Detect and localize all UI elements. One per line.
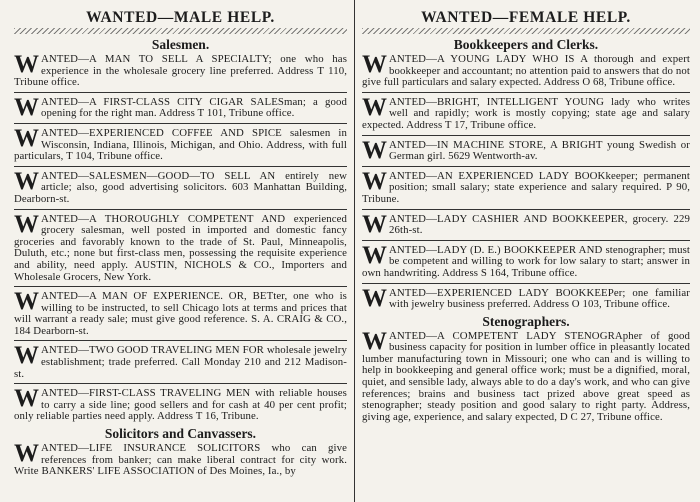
drop-cap: W: [362, 93, 387, 121]
ad-item: [362, 327, 690, 424]
ad-text: ANTED—TWO GOOD TRAVELING MEN FOR wholesale jewelry establishment; trade preferred. Call Monday 210 and 212 Madison-st.: [14, 344, 347, 380]
ad-divider: [362, 240, 690, 241]
ad-divider: [14, 166, 347, 167]
ad-text: ANTED—LIFE INSURANCE SOLICITORS who can give references from banker; can make liberal contract for city work. Write BANKERS' LIFE ASSOCIATION of Des Moines, Ia., by: [14, 442, 347, 478]
drop-cap: W: [14, 124, 39, 152]
ad-text: ANTED—A YOUNG LADY WHO IS A thorough and expert bookkeeper and accountant; no attention paid to answers that do not give full particulars and salary expected. Address O 68, Tribune office.: [362, 53, 690, 89]
male-help-column: [14, 0, 347, 502]
ad-divider: [362, 135, 690, 136]
column-rule: [354, 0, 355, 502]
ad-item: [362, 93, 690, 132]
ad-text: ANTED—EXPERIENCED COFFEE AND SPICE salesmen in Wisconsin, Indiana, Illinois, Michigan, and Ohio. Address, with full particulars, T 104, Tribune office.: [14, 126, 347, 163]
ad-divider: [14, 286, 347, 287]
ad-item: [14, 167, 347, 206]
ad-item: [14, 342, 347, 380]
ad-item: [14, 51, 347, 89]
solicitors-heading: Solicitors and Canvassers.: [104, 426, 257, 442]
drop-cap: W: [14, 210, 39, 238]
ad-divider: [14, 92, 347, 93]
drop-cap: W: [362, 51, 387, 78]
bookkeepers-heading: Bookkeepers and Clerks.: [453, 37, 599, 52]
ad-text: ANTED—A MAN OF EXPERIENCE. OR, BETter, one who is willing to be instructed, to sell Chicago lots at terms and prices that will warrant a ready sale; must give good reference. S. A. CRAIG & CO., 184 Dearborn-st.: [14, 290, 347, 337]
ad-divider: [14, 340, 347, 341]
male-help-heading: WANTED—MALE HELP.: [86, 9, 275, 26]
ad-text: ANTED—LADY CASHIER AND BOOKKEEPER, grocery. 229 26th-st.: [389, 212, 690, 237]
ad-item: [362, 284, 690, 312]
drop-cap: W: [14, 385, 39, 413]
ad-text: ANTED—AN EXPERIENCED LADY BOOKkeeper; permanent position; small salary; state experience and salary required. P 90, Tribune.: [362, 169, 690, 205]
drop-cap: W: [14, 51, 39, 78]
stenographers-heading: Stenographers.: [482, 313, 570, 329]
female-help-column: [362, 0, 690, 502]
drop-cap: W: [362, 167, 387, 195]
ad-text: ANTED—SALESMEN—GOOD—TO SELL AN entirely new article; also, good advertising solicitors. 603 Manhattan Building, Dearborn-st.: [14, 169, 347, 205]
ad-divider: [14, 123, 347, 124]
ad-item: [362, 136, 690, 164]
ad-divider: [362, 92, 690, 93]
ad-item: [14, 124, 347, 163]
ad-item: [14, 93, 347, 121]
ad-text: ANTED—A THOROUGHLY COMPETENT AND experienced grocery salesman, well posted in imported and domestic fancy groceries and favorably known to the trade of St. Paul, Minneapolis, Duluth, etc.; none but first-class men, possessing the requisite experience and ability, need apply. AUSTIN, NICHOLS & CO., Importers and Wholesale Grocers, New York.: [14, 212, 347, 283]
ad-divider: [362, 166, 690, 167]
ad-item: [14, 210, 347, 284]
drop-cap: W: [14, 93, 39, 121]
ad-divider: [14, 383, 347, 384]
salesmen-ads: [14, 51, 347, 423]
ad-text: ANTED—EXPERIENCED LADY BOOKKEEPer; one familiar with jewelry business preferred. Address O 103, Tribune office.: [389, 286, 690, 311]
heading-ornament: [14, 28, 347, 34]
ad-text: ANTED—A MAN TO SELL A SPECIALTY; one who has experience in the wholesale grocery line preferred. Address T 110, Tribune office.: [14, 53, 347, 89]
drop-cap: W: [14, 288, 39, 316]
ad-text: ANTED—LADY (D. E.) BOOKKEEPER AND stenographer; must be competent and willing to work for low salary to start; answer in own handwriting. Address S 164, Tribune office.: [362, 243, 690, 279]
ad-text: ANTED—BRIGHT, INTELLIGENT YOUNG lady who writes well and rapidly; work is mostly copying; state age and salary expected. Address T 17, Tribune office.: [362, 95, 690, 131]
ad-item: [362, 241, 690, 280]
ad-item: [14, 288, 347, 337]
ad-item: [14, 440, 347, 478]
drop-cap: W: [362, 210, 387, 238]
solicitors-ads: [14, 440, 347, 478]
drop-cap: W: [362, 284, 387, 312]
salesmen-heading: Salesmen.: [151, 37, 210, 52]
female-help-heading: WANTED—FEMALE HELP.: [421, 9, 631, 26]
ad-item: [14, 385, 347, 423]
drop-cap: W: [362, 327, 387, 355]
drop-cap: W: [362, 136, 387, 164]
ad-divider: [362, 209, 690, 210]
ad-text: ANTED—IN MACHINE STORE, A BRIGHT young Swedish or German girl. 5629 Wentworth-av.: [389, 138, 690, 163]
bookkeepers-ads: [362, 51, 690, 312]
ad-text: ANTED—FIRST-CLASS TRAVELING MEN with reliable houses to carry a side line; good sellers and for cash at 40 per cent profit; only reliable parties need apply. Address T 16, Tribune.: [14, 387, 347, 423]
ad-text: ANTED—A FIRST-CLASS CITY CIGAR SALESman; a good opening for the right man. Address T 101, Tribune office.: [41, 95, 347, 120]
ad-divider: [362, 283, 690, 284]
heading-ornament: [362, 28, 690, 34]
ad-item: [362, 167, 690, 206]
drop-cap: W: [14, 440, 39, 468]
drop-cap: W: [14, 167, 39, 195]
ad-item: [362, 51, 690, 89]
drop-cap: W: [14, 342, 39, 370]
stenographers-ads: [362, 327, 690, 424]
ad-text: ANTED—A COMPETENT LADY STENOGRApher of good business capacity for position in lumber office in pleasantly located lumber manufacturing town in Missouri; one who can and is willing to help in bookkeeping and general office work; must be a dignified, moral, quiet, and sensible lady, always able to do a day's work, and who can give references; brains and business tact prized above great speed as stenographer; steady position and good salary to right party. Address, giving age, experience, and salary expected, D C 27, Tribune office.: [362, 329, 690, 423]
drop-cap: W: [362, 241, 387, 269]
ad-item: [362, 210, 690, 238]
ad-divider: [14, 209, 347, 210]
